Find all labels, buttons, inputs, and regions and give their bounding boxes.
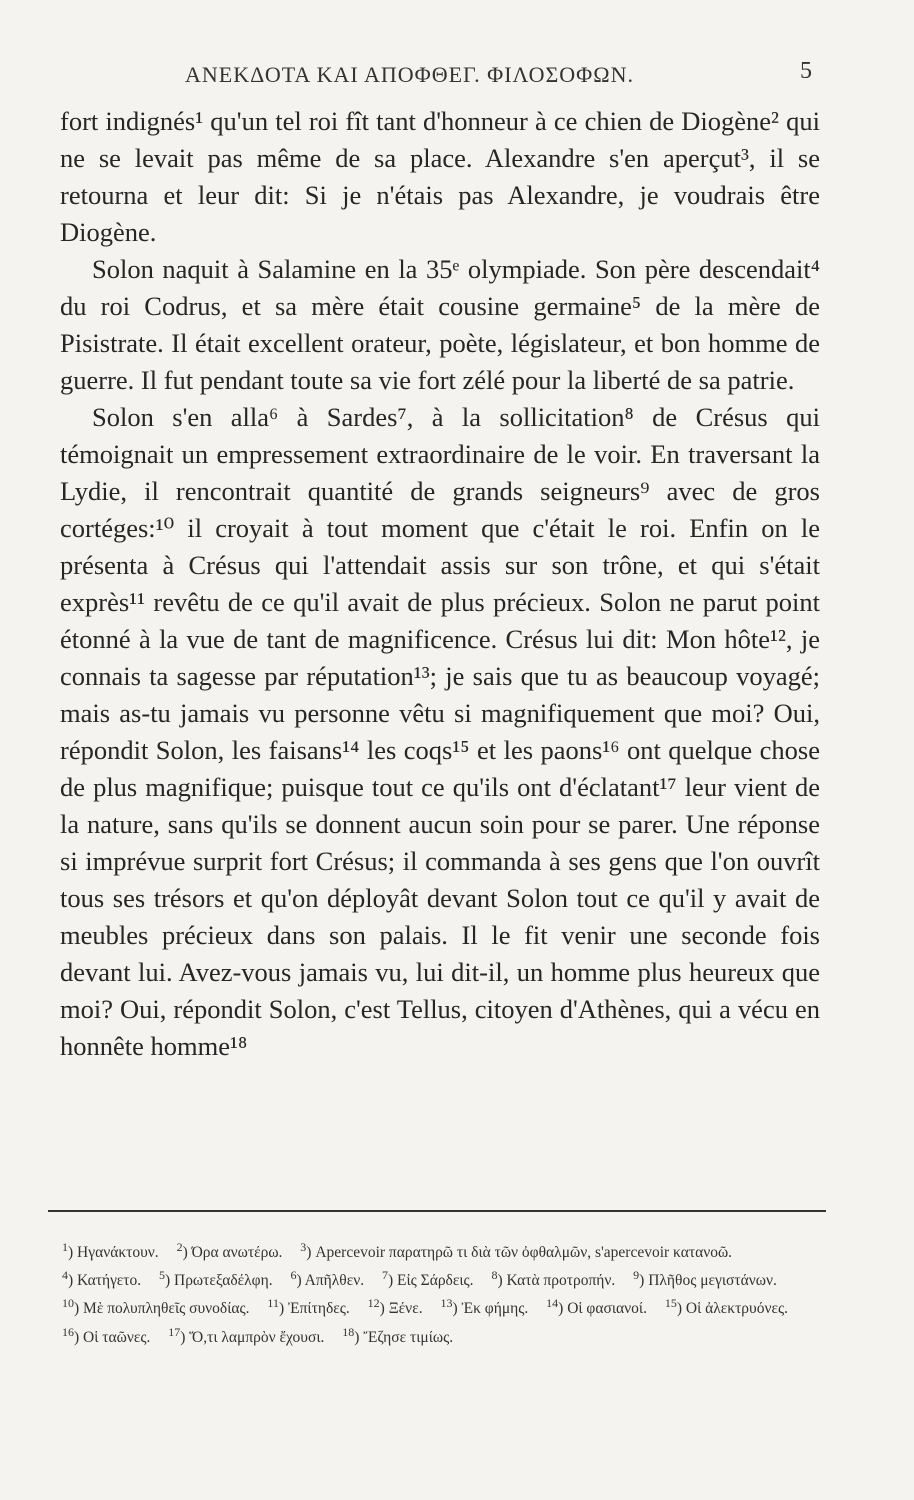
footnote-divider bbox=[48, 1210, 826, 1212]
footnote: $^{10}$) Μὲ πολυπληθεῖς συνοδίας. bbox=[62, 1296, 250, 1318]
footnote: $^{14}$) Οἱ φασιανοί. bbox=[546, 1296, 647, 1318]
footnote: $^7$) Εἰς Σάρδεις. bbox=[381, 1268, 474, 1290]
footnote: $^1$) Ηγανάκτουν. bbox=[62, 1240, 159, 1262]
footnote: $^{12}$) Ξένε. bbox=[367, 1296, 423, 1318]
footnote: $^{15}$) Οἱ ἀλεκτρυόνες. bbox=[664, 1296, 788, 1318]
page-number: 5 bbox=[800, 58, 812, 84]
footnote: $^8$) Κατὰ προτροπήν. bbox=[491, 1268, 616, 1290]
footnote: $^{13}$) Ἐκ φήμης. bbox=[440, 1296, 529, 1318]
footnote: $^{11}$) Ἐπίτηδες. bbox=[267, 1296, 350, 1318]
body-text bbox=[60, 103, 820, 1065]
paragraph: Solon s'en alla⁶ à Sardes⁷, à la sollicitation⁸ de Crésus qui témoignait un empressement extraordinaire de le voir. En traversant la Lydie, il rencontrait quantité de grands seigneurs⁹ avec de gros cortéges:¹⁰ il croyait à tout moment que c'était le roi. Enfin on le présenta à Crésus qui l'attendait assis sur son trône, et qui s'était exprès¹¹ revêtu de ce qu'il avait de plus précieux. Solon ne parut point étonné à la vue de tant de magnificence. Crésus lui dit: Mon hôte¹², je connais ta sagesse par réputation¹³; je sais que tu as beaucoup voyagé; mais as-tu jamais vu personne vêtu si magnifiquement que moi? Oui, répondit Solon, les faisans¹⁴ les coqs¹⁵ et les paons¹⁶ ont quelque chose de plus magnifique; puisque tout ce qu'ils ont d'éclatant¹⁷ leur vient de la nature, sans qu'ils se donnent aucun soin pour se parer. Une réponse si imprévue surprit fort Crésus; il commanda à ses gens que l'on ouvrît tous ses trésors et qu'on déployât devant Solon tout ce qu'il y avait de meubles précieux dans son palais. Il le fit venir une seconde fois devant lui. Avez-vous jamais vu, lui dit-il, un homme plus heureux que moi? Oui, répondit Solon, c'est Tellus, citoyen d'Athènes, qui a vécu en honnête homme¹⁸ bbox=[60, 402, 820, 1061]
footnote: $^{18}$) Ἔζησε τιμίως. bbox=[342, 1324, 454, 1346]
footnote: $^4$) Κατήγετο. bbox=[62, 1268, 142, 1290]
running-title: ΑΝΕΚΔΟΤΑ ΚΑΙ ΑΠΟΦΘΕΓ. ΦΙΛΟΣΟΦΩΝ. bbox=[185, 62, 634, 87]
paragraph: fort indignés¹ qu'un tel roi fît tant d'honneur à ce chien de Diogène² qui ne se levait pas même de sa place. Alexandre s'en aperçut³, il se retourna et leur dit: Si je n'étais pas Alexandre, je voudrais être Diogène. bbox=[60, 106, 820, 247]
footnote: $^{16}$) Οἱ ταῶνες. bbox=[62, 1324, 151, 1346]
footnote: $^3$) Apercevoir παρατηρῶ τι διὰ τῶν ὀφθαλμῶν, s'apercevoir κατανοῶ. bbox=[300, 1240, 733, 1262]
paragraph: Solon naquit à Salamine en la 35ᵉ olympiade. Son père descendait⁴ du roi Codrus, et sa mère était cousine germaine⁵ de la mère de Pisistrate. Il était excellent orateur, poète, législateur, et bon homme de guerre. Il fut pendant toute sa vie fort zélé pour la liberté de sa patrie. bbox=[60, 254, 820, 395]
footnotes bbox=[62, 1236, 822, 1349]
footnote: $^6$) Απῆλθεν. bbox=[290, 1268, 365, 1290]
footnote: $^5$) Πρωτεξαδέλφη. bbox=[158, 1268, 273, 1290]
footnote: $^{17}$) Ὅ,τι λαμπρὸν ἔχουσι. bbox=[168, 1324, 325, 1346]
footnote: $^2$) Όρα ανωτέρω. bbox=[176, 1240, 283, 1262]
footnote: $^9$) Πλῆθος μεγιστάνων. bbox=[633, 1268, 777, 1290]
